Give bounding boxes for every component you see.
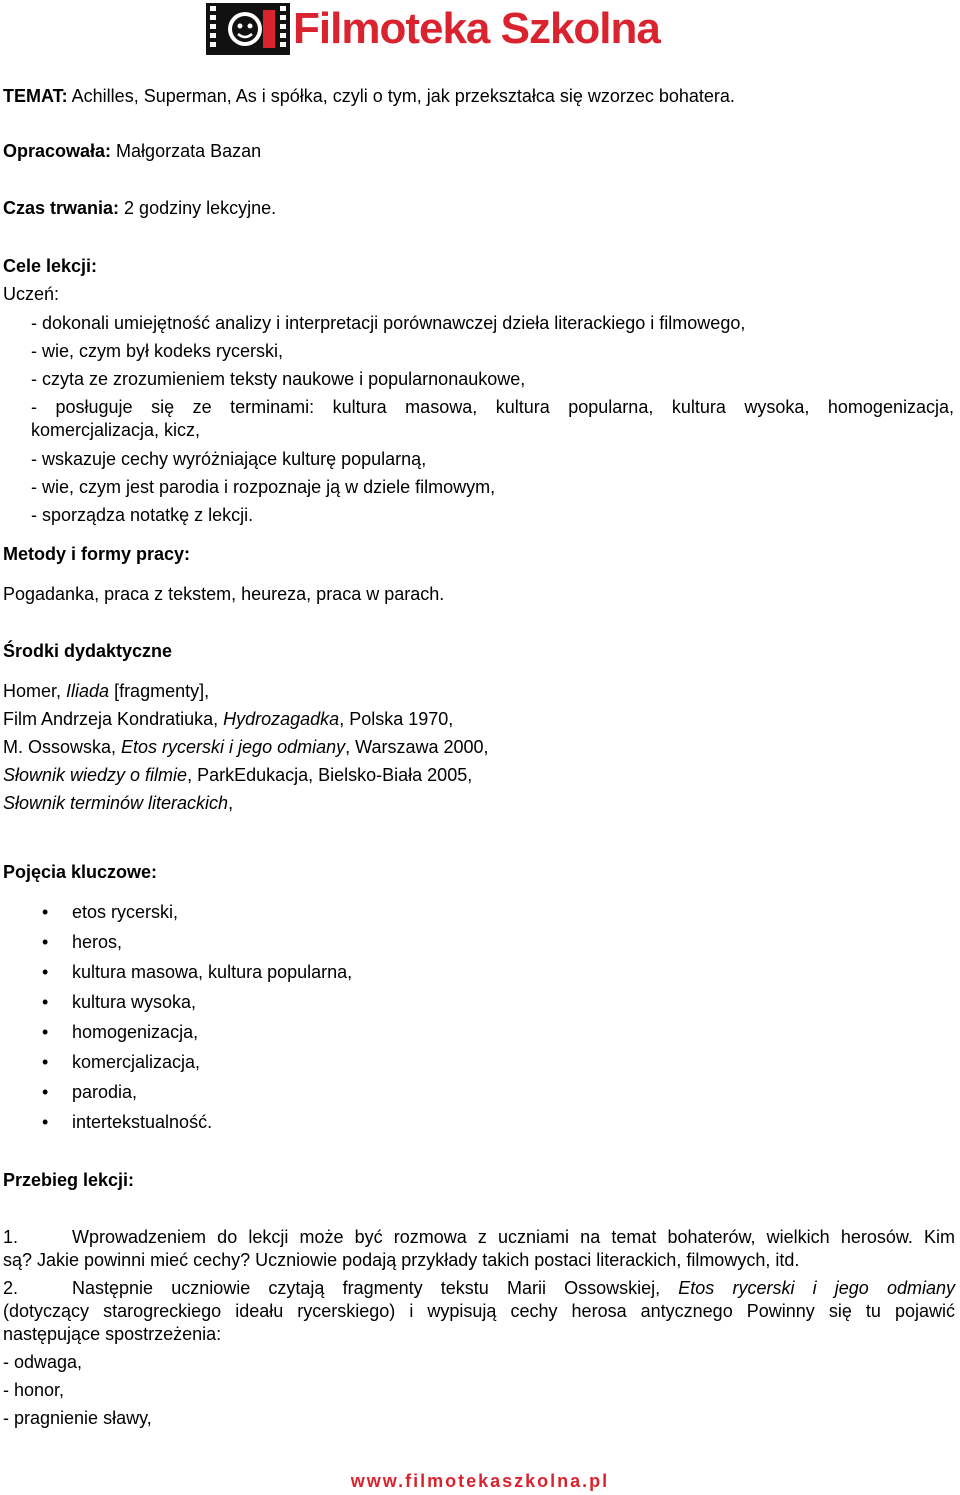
bullet-icon: • [42,1022,49,1042]
concept-item [42,1050,200,1074]
bullet-icon: • [42,992,49,1012]
bullet-icon: • [42,1082,49,1102]
observation-item: - pragnienie sławy, [3,1408,152,1428]
goal-item: - dokonali umiejętność analizy i interpretacji porównawczej dzieła literackiego i filmowego, [31,313,746,333]
filmoteka-logo [205,2,753,56]
logo-wordmark: Filmoteka Szkolna [293,4,660,53]
goal-item: - wie, czym był kodeks rycerski, [31,341,284,361]
concept-item [42,990,196,1014]
concept-text: intertekstualność. [72,1112,213,1132]
concept-item [42,930,122,954]
step-text-title: Etos rycerski i jego odmiany [678,1278,955,1298]
concept-item [42,1110,212,1134]
resource-title: Iliada [66,681,110,701]
resource-item [3,735,489,759]
concept-text: homogenizacja, [72,1022,199,1042]
concept-item [42,1080,137,1104]
resource-item [3,679,209,703]
concept-item [42,900,178,924]
resource-details: , ParkEdukacja, Bielsko-Biała 2005, [187,765,473,785]
goals-heading: Cele lekcji: [3,256,98,276]
step-text: (dotyczący starogreckiego ideału rycerskiego) i wypisują cechy herosa antycznego Powinny się tu pojawić [3,1301,955,1321]
observation-item: - honor, [3,1380,65,1400]
methods-text: Pogadanka, praca z tekstem, heureza, praca w parach. [3,584,445,604]
concept-text: parodia, [72,1082,138,1102]
concept-text: kultura masowa, kultura popularna, [72,962,353,982]
film-camera-logo-icon [205,2,291,56]
goal-item: - sporządza notatkę z lekcji. [31,505,254,525]
topic-line [3,84,735,108]
resource-author: Film Andrzeja Kondratiuka, [3,709,224,729]
bullet-icon: • [42,902,49,922]
resource-title: Słownik wiedzy o filmie [3,765,188,785]
goal-item: - czyta ze zrozumieniem teksty naukowe i popularnonaukowe, [31,369,526,389]
step-text [72,1276,955,1300]
duration-label: Czas trwania: [3,198,120,218]
step-text: są? Jakie powinni mieć cechy? Uczniowie podają przykłady takich postaci literackich, filmowych, itd. [3,1250,800,1270]
resource-item [3,707,453,731]
bullet-icon: • [42,932,49,952]
goal-item: - wie, czym jest parodia i rozpoznaje ją w dziele filmowym, [31,477,496,497]
concept-text: komercjalizacja, [72,1052,201,1072]
resource-author: M. Ossowska, [3,737,122,757]
goal-item: - wskazuje cechy wyróżniające kulturę popularną, [31,449,427,469]
goal-item: - posługuje się ze terminami: kultura masowa, kultura popularna, kultura wysoka, homogenizacja, [31,397,954,417]
step-number: 2. [3,1278,19,1298]
resource-title: Etos rycerski i jego odmiany [121,737,346,757]
step-text: następujące spostrzeżenia: [3,1324,222,1344]
concept-text: etos rycerski, [72,902,179,922]
footer-url[interactable]: www.filmotekaszkolna.pl [350,1471,610,1491]
concept-text: heros, [72,932,123,952]
concept-text: kultura wysoka, [72,992,197,1012]
step-number: 1. [3,1227,19,1247]
resource-details: , Warszawa 2000, [345,737,489,757]
course-heading: Przebieg lekcji: [3,1170,135,1190]
topic-value: Achilles, Superman, As i spółka, czyli o tym, jak przekształca się wzorzec bohatera. [67,86,735,106]
resource-item [3,763,472,787]
methods-heading: Metody i formy pracy: [3,544,191,564]
resource-details: [fragmenty], [109,681,210,701]
topic-label: TEMAT: [3,86,68,106]
author-value: Małgorzata Bazan [111,141,262,161]
bullet-icon: • [42,1112,49,1132]
author-line [3,139,261,163]
observation-item: - odwaga, [3,1352,83,1372]
author-label: Opracowała: [3,141,112,161]
resource-item [3,791,233,815]
resource-details: , Polska 1970, [339,709,454,729]
concepts-heading: Pojęcia kluczowe: [3,862,158,882]
concept-item [42,1020,198,1044]
resource-author: Homer, [3,681,67,701]
resource-details: , [228,793,234,813]
step-text-part: Następnie uczniowie czytają fragmenty tekstu Marii Ossowskiej, [72,1278,679,1298]
duration-line [3,196,276,220]
goals-intro: Uczeń: [3,284,60,304]
resource-title: Słownik terminów literackich [3,793,229,813]
step-text: Wprowadzeniem do lekcji może być rozmowa z uczniami na temat bohaterów, wielkich herosów. Kim [72,1227,955,1247]
bullet-icon: • [42,1052,49,1072]
goal-item: komercjalizacja, kicz, [31,420,201,440]
duration-value: 2 godziny lekcyjne. [119,198,277,218]
bullet-icon: • [42,962,49,982]
resource-title: Hydrozagadka [223,709,340,729]
concept-item [42,960,352,984]
resources-heading: Środki dydaktyczne [3,641,173,661]
